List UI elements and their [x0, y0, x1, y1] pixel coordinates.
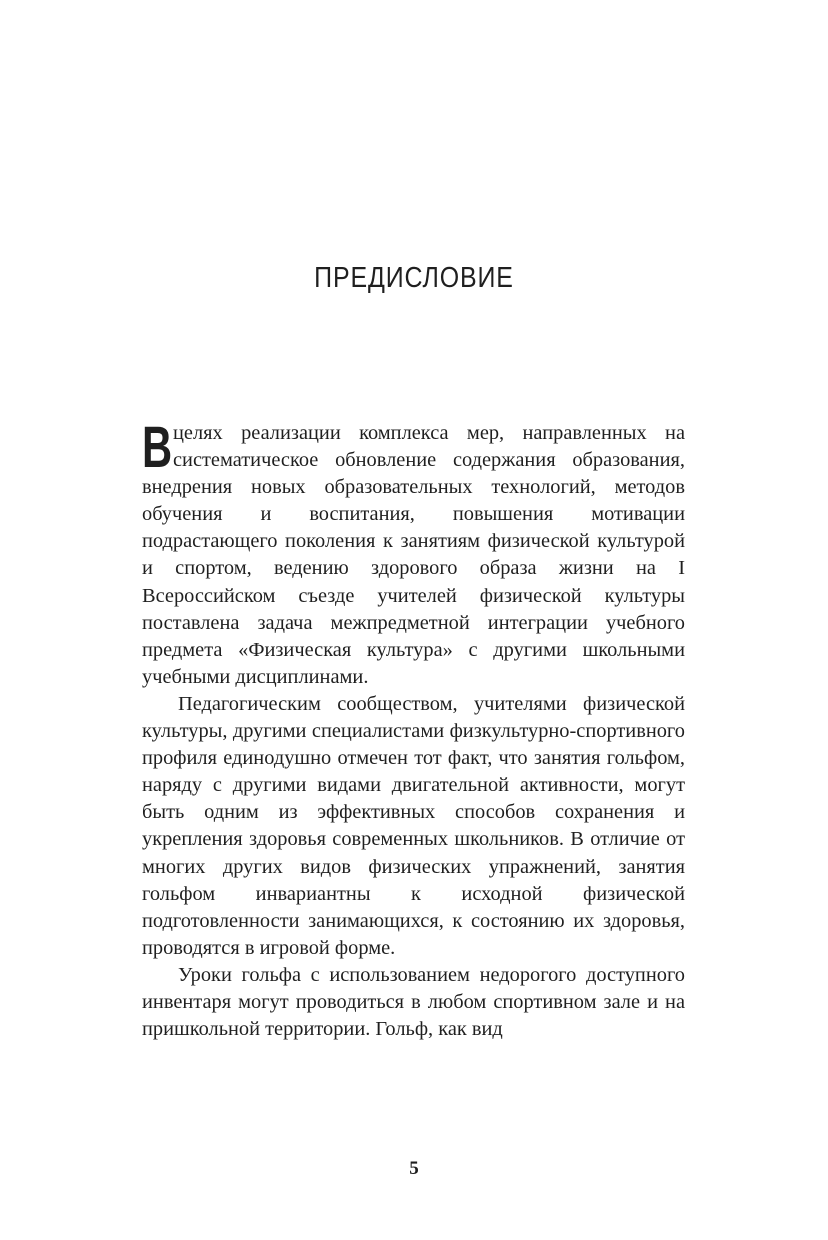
- paragraph-2: Педагогическим сообществом, учителями физической культуры, другими специалистами физкультурно-спортивного профиля единодушно отмечен тот факт, что занятия гольфом, наряду с другими видами двигательной активности, могут быть одним из эффективных способов сохранения и укрепления здоровья современных школьников. В отличие от многих других видов физических упражнений, занятия гольфом инвариантны к исходной физической подготовленности занимающихся, к состоянию их здоровья, проводятся в игровой форме.: [142, 692, 685, 959]
- paragraph-1-text: целях реализации комплекса мер, направленных на систематическое обновление содержания образования, внедрения новых образовательных технологий, методов обучения и воспитания, повышения мотивации подрастающего поколения к занятиям физической культурой и спортом, ведению здорового образа жизни на I Всероссийском съезде учителей физической культуры поставлена задача межпредметной интеграции учебного предмета «Физическая культура» с другими школьными учебными дисциплинами.: [142, 422, 685, 688]
- page-number: 5: [409, 1158, 419, 1179]
- paragraph-3: Уроки гольфа с использованием недорогого доступного инвентаря могут проводиться в любом спортивном зале и на пришкольной территории. Гольф, как вид: [142, 963, 685, 1041]
- drop-cap: В: [142, 415, 173, 480]
- body-text: [142, 415, 685, 1043]
- paragraph-1: [142, 415, 685, 691]
- chapter-title: ПРЕДИСЛОВИЕ: [314, 262, 514, 294]
